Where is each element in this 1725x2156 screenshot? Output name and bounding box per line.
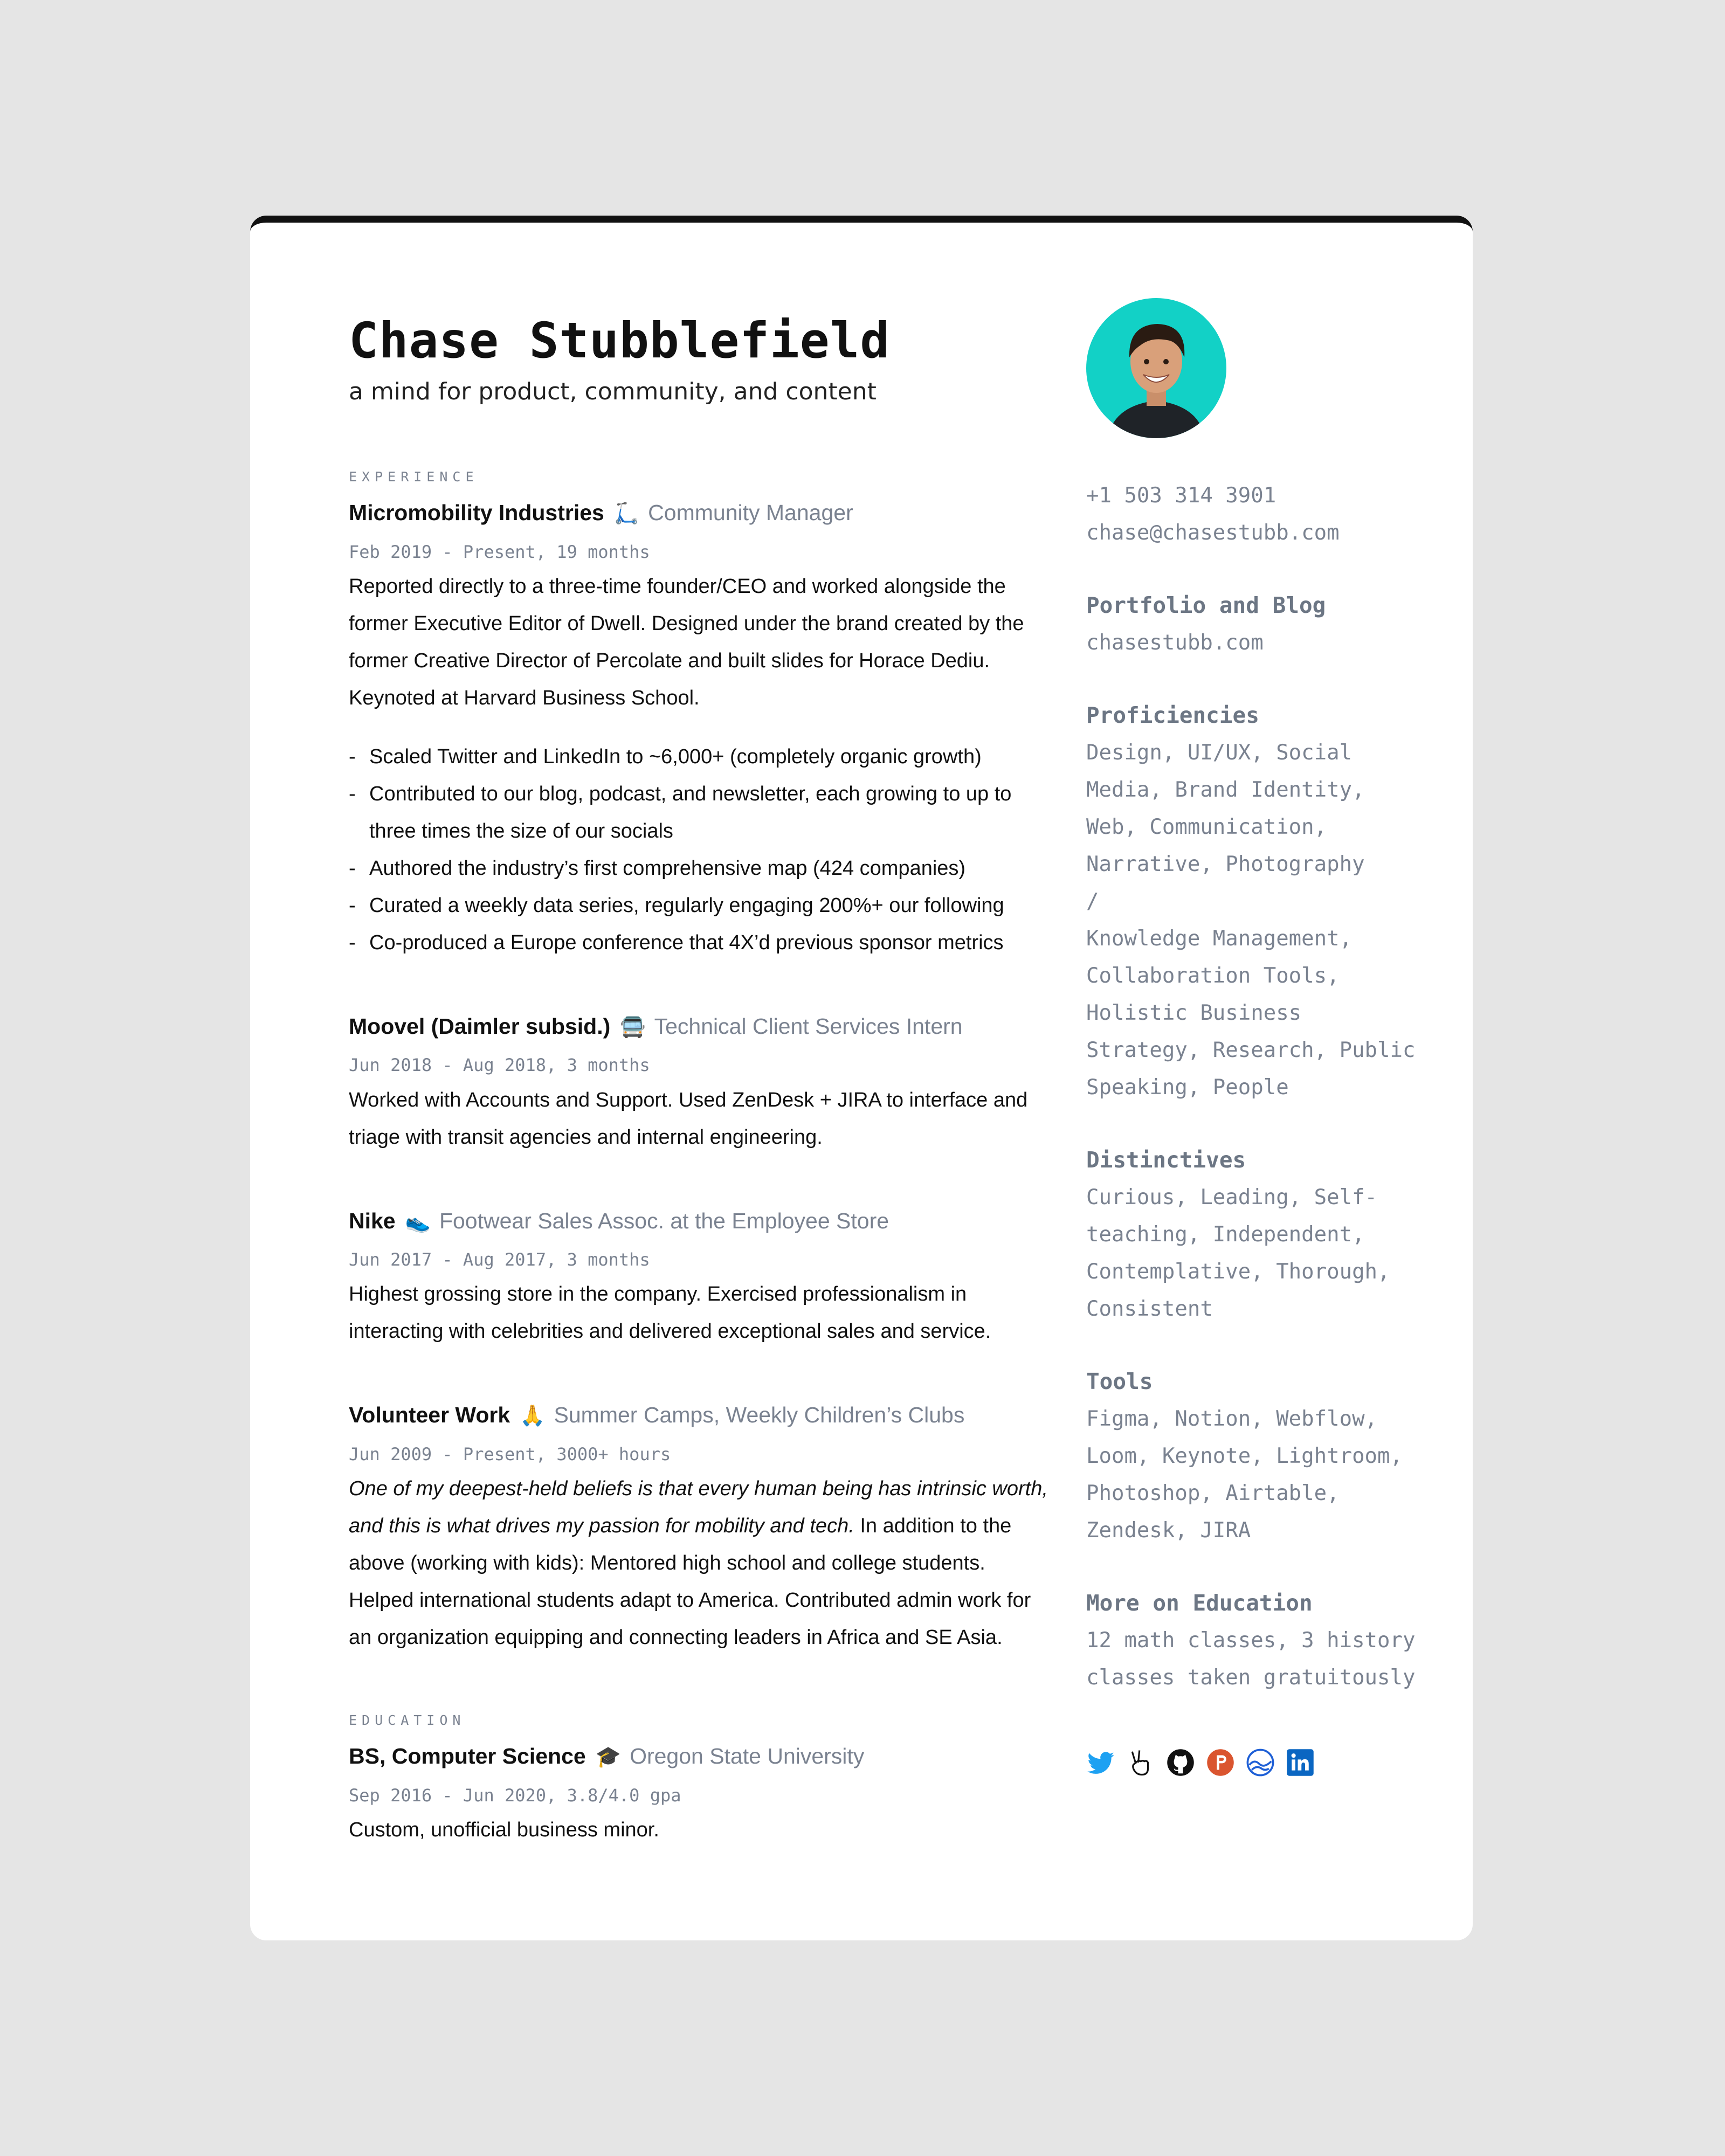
education-dates: Sep 2016 - Jun 2020, 3.8/4.0 gpa <box>349 1785 681 1806</box>
avatar-portrait-icon <box>1086 298 1226 438</box>
graduation-cap-icon: 🎓 <box>595 1746 622 1769</box>
distinctives-list: Curious, Leading, Self-teaching, Independent, Contemplative, Thorough, Consistent <box>1086 1185 1390 1321</box>
education-more-heading: More on Education <box>1086 1590 1313 1616</box>
job-header <box>349 1398 1050 1433</box>
list-item: - Curated a weekly data series, regularly engaging 200%+ our following <box>349 894 1004 917</box>
wave-globe-icon[interactable] <box>1246 1748 1275 1777</box>
job-description-italic: One of my deepest-held beliefs is that every human being has intrinsic worth, and this is what drives my passion for mobility and tech. <box>349 1477 1048 1538</box>
proficiencies-heading: Proficiencies <box>1086 702 1259 728</box>
resume-name: Chase Stubblefield <box>349 313 891 369</box>
email-link[interactable]: chase@chasestubb.com <box>1086 521 1340 545</box>
company-name: Nike <box>349 1208 396 1233</box>
resume-card <box>250 216 1473 1940</box>
job-header <box>349 1009 1050 1045</box>
twitter-icon[interactable] <box>1086 1748 1115 1777</box>
job-header <box>349 495 1050 531</box>
job-role: Footwear Sales Assoc. at the Employee Store <box>439 1208 889 1233</box>
job-role: Technical Client Services Intern <box>654 1013 963 1039</box>
job-bullets <box>349 738 1050 962</box>
praying-hands-icon: 🙏 <box>520 1405 546 1428</box>
sidebar <box>1086 298 1420 1777</box>
company-name: Volunteer Work <box>349 1402 510 1428</box>
list-item: - Contributed to our blog, podcast, and newsletter, each growing to up to three times the size of our socials <box>349 782 1012 842</box>
job-description: Worked with Accounts and Support. Used ZenDesk + JIRA to interface and triage with transit agencies and internal engineering. <box>349 1088 1028 1149</box>
job-description-rest: In addition to the above (working with kids): Mentored high school and college students. Helped international students adapt to America. Contributed admin work for an organization equipping and connecting leaders in Africa and SE Asia. <box>349 1515 1031 1649</box>
job-dates: Jun 2018 - Aug 2018, 3 months <box>349 1055 650 1076</box>
experience-label: EXPERIENCE <box>349 469 479 485</box>
scooter-icon: 🛴 <box>613 502 640 526</box>
portfolio-link[interactable]: chasestubb.com <box>1086 631 1264 655</box>
proficiencies-list: Design, UI/UX, Social Media, Brand Identity, Web, Communication, Narrative, Photography <box>1086 741 1365 876</box>
company-name: Moovel (Daimler subsid.) <box>349 1013 611 1039</box>
job-role: Summer Camps, Weekly Children’s Clubs <box>554 1402 965 1428</box>
distinctives-heading: Distinctives <box>1086 1147 1246 1173</box>
proficiencies-separator: / <box>1086 889 1099 914</box>
proficiencies-list-secondary: Knowledge Management, Collaboration Tools, Holistic Business Strategy, Research, Public Speaking, People <box>1086 927 1416 1100</box>
job-entry <box>349 1009 1050 1156</box>
linkedin-icon[interactable] <box>1286 1748 1315 1777</box>
product-hunt-icon[interactable] <box>1206 1748 1235 1777</box>
job-dates: Feb 2019 - Present, 19 months <box>349 541 650 562</box>
company-name: Micromobility Industries <box>349 500 604 526</box>
degree-name: BS, Computer Science <box>349 1744 586 1769</box>
list-item: - Co-produced a Europe conference that 4X’d previous sponsor metrics <box>349 931 1004 954</box>
job-entry <box>349 1204 1050 1351</box>
job-description: Highest grossing store in the company. Exercised professionalism in interacting with celebrities and delivered exceptional sales and service. <box>349 1283 991 1343</box>
main-column <box>349 314 1050 1849</box>
job-header <box>349 1204 1050 1239</box>
job-description <box>349 1470 1050 1656</box>
contact-block <box>1086 477 1420 551</box>
peace-hand-icon[interactable] <box>1126 1748 1155 1777</box>
list-item: - Authored the industry’s first comprehensive map (424 companies) <box>349 856 966 880</box>
tagline: a mind for product, community, and content <box>349 378 877 406</box>
tools-list: Figma, Notion, Webflow, Loom, Keynote, Lightroom, Photoshop, Airtable, Zendesk, JIRA <box>1086 1407 1403 1543</box>
social-links <box>1086 1748 1420 1777</box>
job-entry <box>349 495 1050 962</box>
portfolio-heading: Portfolio and Blog <box>1086 592 1326 618</box>
education-description: Custom, unofficial business minor. <box>349 1819 659 1841</box>
shoe-icon: 👟 <box>405 1210 431 1233</box>
job-description: Reported directly to a three-time founder/CEO and worked alongside the former Executive Editor of Dwell. Designed under the brand created by the former Creative Director of Percolate and built slides for Horace Dediu. Keynoted at Harvard Business School. <box>349 575 1024 709</box>
job-dates: Jun 2017 - Aug 2017, 3 months <box>349 1249 650 1270</box>
avatar <box>1086 298 1226 438</box>
github-icon[interactable] <box>1166 1748 1195 1777</box>
education-more-text: 12 math classes, 3 history classes taken gratuitously <box>1086 1628 1416 1690</box>
education-header <box>349 1739 1050 1774</box>
education-entry <box>349 1739 1050 1849</box>
job-dates: Jun 2009 - Present, 3000+ hours <box>349 1444 671 1465</box>
list-item: - Scaled Twitter and LinkedIn to ~6,000+ (completely organic growth) <box>349 745 982 768</box>
phone-number[interactable]: +1 503 314 3901 <box>1086 483 1276 508</box>
education-label: EDUCATION <box>349 1712 466 1729</box>
job-role: Community Manager <box>648 500 853 526</box>
bus-icon: 🚍 <box>620 1015 646 1039</box>
school-name: Oregon State University <box>630 1744 865 1769</box>
tools-heading: Tools <box>1086 1369 1153 1394</box>
job-entry <box>349 1398 1050 1656</box>
